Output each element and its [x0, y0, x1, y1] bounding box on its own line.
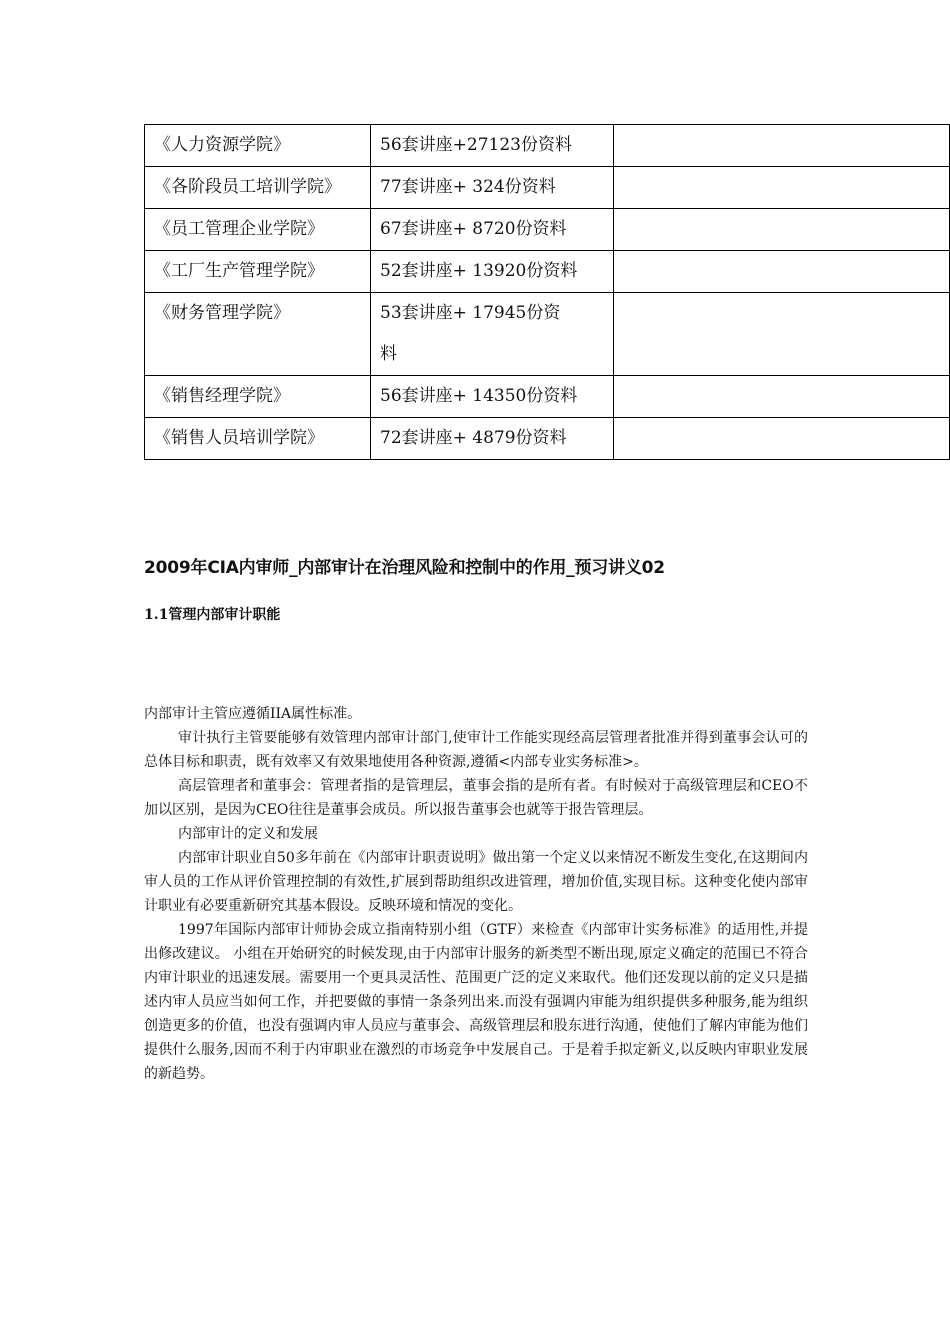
paragraph: 高层管理者和董事会：管理者指的是管理层，董事会指的是所有者。有时候对于高级管理层和CEO不加以区别，是因为CEO往往是董事会成员。所以报告董事会也就等于报告管理层。: [144, 778, 808, 818]
paragraph: 审计执行主管要能够有效管理内部审计部门,使审计工作能实现经高层管理者批准并得到董事会认可的总体目标和职责，既有效率又有效果地使用各种资源,遵循<内部专业实务标准>。: [144, 730, 808, 770]
empty-cell: [614, 209, 950, 251]
table-row: [145, 418, 950, 460]
course-content-cell: 56套讲座+ 14350份资料: [371, 376, 614, 418]
empty-cell: [614, 167, 950, 209]
paragraph: 1997年国际内部审计师协会成立指南特别小组（GTF）来检查《内部审计实务标准》的适用性,并提出修改建议。 小组在开始研究的时候发现,由于内部审计服务的新类型不断出现,原定义确定的范围已不符合内审计职业的迅速发展。需要用一个更具灵活性、范围更广泛的定义来取代。他们还发现以前的定义只是描述内审人员应当如何工作，并把要做的事情一条条列出来.而没有强调内审能为组织提供多种服务,能为组织创造更多的价值，也没有强调内审人员应与董事会、高级管理层和股东进行沟通，使他们了解内审能为他们提供什么服务,因而不利于内审职业在激烈的市场竞争中发展自己。于是着手拟定新义,以反映内审职业发展的新趋势。: [144, 922, 808, 1082]
document-title: 2009年CIA内审师_内部审计在治理风险和控制中的作用_预习讲义02: [144, 558, 665, 578]
course-content-cell: 56套讲座+27123份资料: [371, 125, 614, 167]
course-name-cell: 《财务管理学院》: [145, 293, 371, 376]
course-name-cell: 《人力资源学院》: [145, 125, 371, 167]
table-row: [145, 125, 950, 167]
paragraph: 内部审计职业自50多年前在《内部审计职责说明》做出第一个定义以来情况不断发生变化,在这期间内审人员的工作从评价管理控制的有效性,扩展到帮助组织改进管理，增加价值,实现目标。这种变化使内部审计职业有必要重新研究其基本假设。反映环境和情况的变化。: [144, 850, 808, 914]
course-catalog-table: [144, 124, 950, 460]
empty-cell: [614, 251, 950, 293]
table-row: [145, 167, 950, 209]
course-name-cell: 《销售经理学院》: [145, 376, 371, 418]
course-content-cell: 52套讲座+ 13920份资料: [371, 251, 614, 293]
table-row: [145, 293, 950, 376]
empty-cell: [614, 125, 950, 167]
course-name-cell: 《工厂生产管理学院》: [145, 251, 371, 293]
section-heading: 1.1管理内部审计职能: [144, 607, 281, 623]
empty-cell: [614, 293, 950, 376]
table-row: [145, 209, 950, 251]
document-body: [144, 702, 808, 1086]
empty-cell: [614, 376, 950, 418]
course-content-cell: 72套讲座+ 4879份资料: [371, 418, 614, 460]
subheading-paragraph: 内部审计的定义和发展: [178, 826, 318, 842]
paragraph: 内部审计主管应遵循IIA属性标准。: [144, 706, 362, 722]
course-content-cell: 77套讲座+ 324份资料: [371, 167, 614, 209]
table-row: [145, 251, 950, 293]
course-content-cell: 67套讲座+ 8720份资料: [371, 209, 614, 251]
empty-cell: [614, 418, 950, 460]
course-name-cell: 《员工管理企业学院》: [145, 209, 371, 251]
course-name-cell: 《各阶段员工培训学院》: [145, 167, 371, 209]
course-name-cell: 《销售人员培训学院》: [145, 418, 371, 460]
course-content-cell: 53套讲座+ 17945份资料: [371, 293, 614, 376]
table-row: [145, 376, 950, 418]
